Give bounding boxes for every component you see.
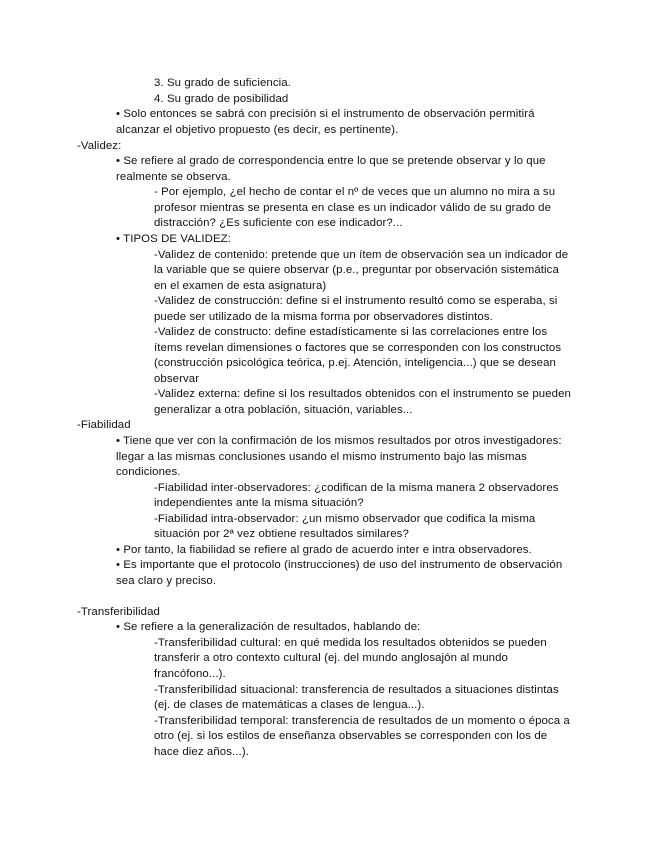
bullet-line: • Solo entonces se sabrá con precisión si el instrumento de observación permitirá — [116, 108, 535, 120]
text-line: realmente se observa. — [116, 171, 231, 183]
text-line: (ej. de clases de matemáticas a clases de lengua...). — [154, 699, 425, 711]
section-heading-validez: -Validez: — [77, 140, 122, 152]
text-line: -Transferibilidad situacional: transferencia de resultados a situaciones distintas — [154, 684, 559, 696]
text-line: -Validez de constructo: define estadísticamente si las correlaciones entre los — [154, 326, 548, 338]
text-line: distracción? ¿Es suficiente con ese indicador?... — [154, 217, 403, 229]
text-line: -Fiabilidad intra-observador: ¿un mismo observador que codifica la misma — [154, 513, 536, 525]
section-heading-transferibilidad: -Transferibilidad — [77, 606, 160, 618]
bullet-line-tipos-de-validez: • TIPOS DE VALIDEZ: — [116, 233, 231, 245]
text-line: -Validez de construcción: define si el instrumento resultó como se esperaba, si — [154, 295, 558, 307]
text-line: -Validez externa: define si los resultados obtenidos con el instrumento se pueden — [154, 388, 571, 400]
list-item-possibility: 4. Su grado de posibilidad — [154, 93, 289, 105]
text-line: francófono...). — [154, 668, 226, 680]
text-line: -Fiabilidad inter-observadores: ¿codifican de la misma manera 2 observadores — [154, 482, 559, 494]
text-line: en el examen de esta asignatura) — [154, 280, 327, 292]
text-line: -Transferibilidad cultural: en qué medida los resultados obtenidos se pueden — [154, 637, 547, 649]
text-line: profesor mientras se presenta en clase es un indicador válido de su grado de — [154, 202, 552, 214]
text-line: otro (ej. si los estilos de enseñanza observables se corresponden con los de — [154, 730, 548, 742]
bullet-line: • Se refiere a la generalización de resultados, hablando de: — [116, 621, 421, 633]
text-line: -Transferibilidad temporal: transferencia de resultados de un momento o época a — [154, 715, 570, 727]
text-line: observar — [154, 373, 200, 385]
bullet-line: • Por tanto, la fiabilidad se refiere al grado de acuerdo inter e intra observadores. — [116, 544, 532, 556]
text-line: situación por 2ª vez obtiene resultados similares? — [154, 528, 409, 540]
bullet-line: • Es importante que el protocolo (instrucciones) de uso del instrumento de observación — [116, 559, 563, 571]
bullet-line: • Se refiere al grado de correspondencia entre lo que se pretende observar y lo que — [116, 155, 546, 167]
text-line: -Validez de contenido: pretende que un ítem de observación sea un indicador de — [154, 249, 569, 261]
text-line: (construcción psicológica teórica, p.ej. Atención, inteligencia...) que se desean — [154, 357, 556, 369]
text-line: la variable que se quiere observar (p.e., preguntar por observación sistemática — [154, 264, 559, 276]
text-line: sea claro y preciso. — [116, 575, 217, 587]
text-line: generalizar a otra población, situación, variables... — [154, 404, 413, 416]
text-line: independientes ante la misma situación? — [154, 497, 364, 509]
text-line: alcanzar el objetivo propuesto (es decir, es pertinente). — [116, 124, 399, 136]
text-line: condiciones. — [116, 466, 181, 478]
text-line: puede ser utilizado de la misma forma por observadores distintos. — [154, 311, 493, 323]
text-line: llegar a las mismas conclusiones usando el mismo instrumento bajo las mismas — [116, 451, 527, 463]
bullet-line: • Tiene que ver con la confirmación de los mismos resultados por otros investigadores: — [116, 435, 562, 447]
section-heading-fiabilidad: -Fiabilidad — [77, 419, 131, 431]
text-line: ítems revelan dimensiones o factores que se corresponden con los constructos — [154, 342, 562, 354]
example-line: - Por ejemplo, ¿el hecho de contar el nº de veces que un alumno no mira a su — [154, 186, 556, 198]
text-line: transferir a otro contexto cultural (ej. del mundo anglosajón al mundo — [154, 652, 508, 664]
list-item-sufficiency: 3. Su grado de suficiencia. — [154, 77, 291, 89]
text-line: hace diez años...). — [154, 746, 249, 758]
